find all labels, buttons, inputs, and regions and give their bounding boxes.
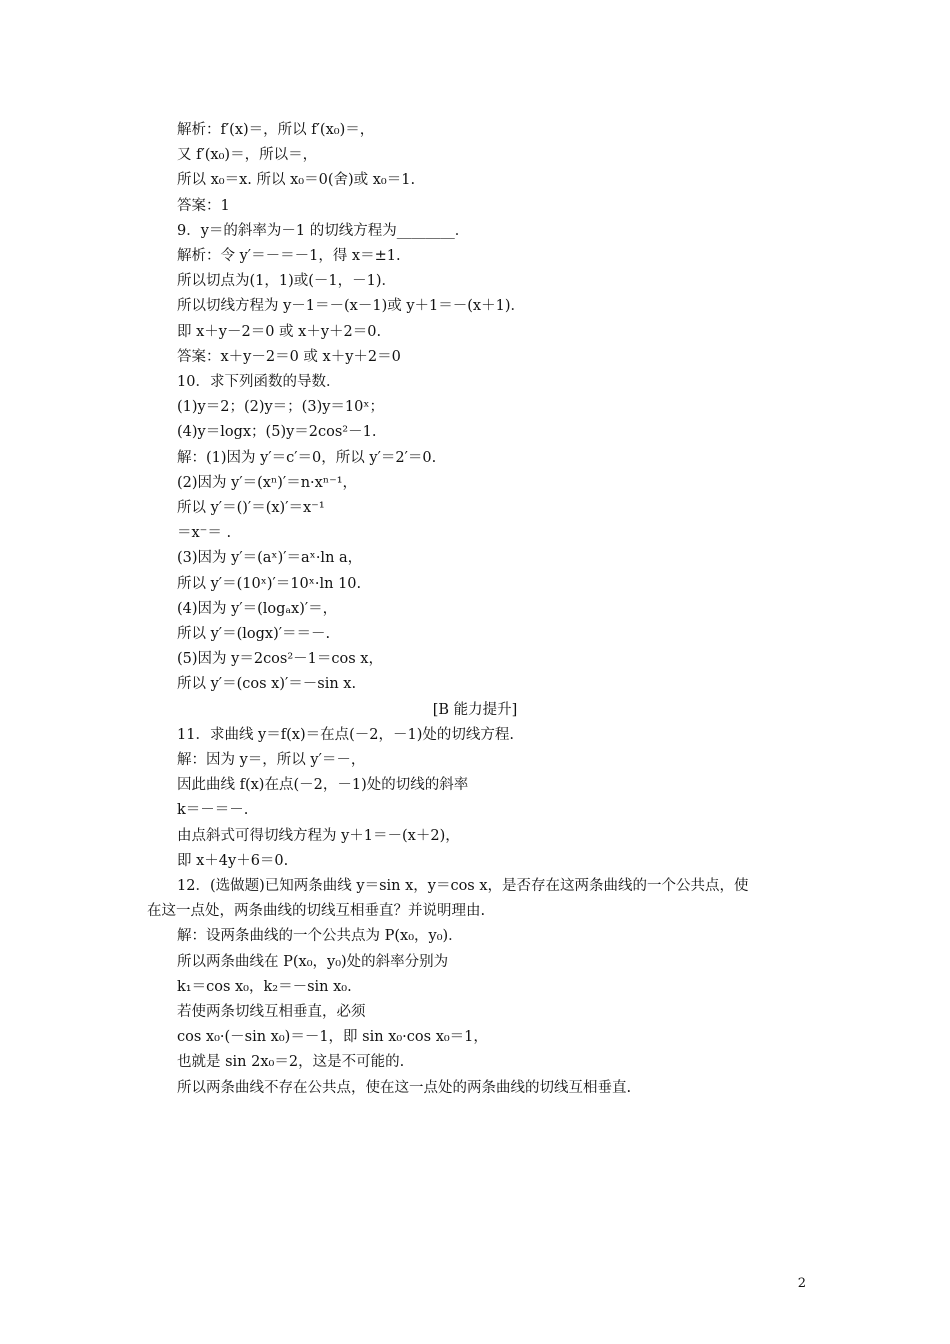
text-line: k＝－＝－.: [177, 802, 249, 819]
text-line: [B 能力提升]: [432, 701, 518, 718]
text-line: 因此曲线 f(x)在点(－2，－1)处的切线的斜率: [177, 777, 469, 794]
text-line: 也就是 sin 2x₀＝2，这是不可能的.: [177, 1054, 405, 1071]
text-line: 由点斜式可得切线方程为 y＋1＝－(x＋2)，: [177, 827, 460, 844]
text-line: ＝x⁻＝ .: [177, 525, 232, 542]
text-line: 即 x＋y－2＝0 或 x＋y＋2＝0.: [177, 323, 382, 340]
text-line: 答案：1: [177, 197, 230, 214]
text-line: 在这一点处，两条曲线的切线互相垂直？并说明理由.: [147, 903, 486, 920]
text-line: 10．求下列函数的导数．: [177, 374, 341, 390]
text-line: (2)因为 y′＝(xⁿ)′＝n·xⁿ⁻¹，: [177, 474, 358, 491]
text-line: 所以两条曲线在 P(x₀，y₀)处的斜率分别为: [177, 953, 449, 970]
text-line: 11．求曲线 y＝f(x)＝在点(－2，－1)处的切线方程.: [177, 726, 514, 743]
text-line: (5)因为 y＝2cos²－1＝cos x，: [177, 651, 383, 668]
text-line: 所以切线方程为 y－1＝－(x－1)或 y＋1＝－(x＋1)．: [177, 298, 525, 315]
text-line: 若使两条切线互相垂直，必须: [177, 1004, 366, 1020]
text-line: 所以 y′＝()′＝(x)′＝x⁻¹: [177, 500, 325, 516]
text-line: 解析：令 y′＝－＝－1，得 x＝±1.: [177, 248, 401, 264]
text-line: 解：设两条曲线的一个公共点为 P(x₀，y₀)．: [177, 928, 463, 945]
text-line: 所以切点为(1，1)或(－1，－1)．: [177, 273, 397, 290]
text-line: 12．(选做题)已知两条曲线 y＝sin x，y＝cos x，是否存在这两条曲线的一个公共点，使: [177, 878, 749, 894]
text-line: k₁＝cos x₀，k₂＝－sin x₀.: [177, 978, 352, 995]
text-line: 解析：f′(x)＝，所以 f′(x₀)＝，: [177, 122, 375, 138]
text-line: 解：(1)因为 y′＝c′＝0，所以 y′＝2′＝0.: [177, 449, 437, 466]
text-line: (1)y＝2；(2)y＝；(3)y＝10ˣ；: [177, 399, 385, 416]
text-line: 所以 y′＝(cos x)′＝－sin x.: [177, 676, 357, 693]
text-line: 又 f′(x₀)＝，所以＝，: [177, 147, 318, 164]
text-line: 所以 x₀＝x. 所以 x₀＝0(舍)或 x₀＝1.: [177, 172, 416, 189]
text-line: 答案：x＋y－2＝0 或 x＋y＋2＝0: [177, 348, 401, 365]
text-line: cos x₀·(－sin x₀)＝－1，即 sin x₀·cos x₀＝1，: [177, 1029, 488, 1046]
page-number: 2: [797, 1276, 806, 1291]
text-line: (3)因为 y′＝(aˣ)′＝aˣ·ln a，: [177, 550, 363, 567]
text-line: 所以两条曲线不存在公共点，使在这一点处的两条曲线的切线互相垂直.: [177, 1079, 632, 1096]
text-line: (4)y＝logx；(5)y＝2cos²－1.: [177, 424, 377, 441]
text-line: (4)因为 y′＝(logₐx)′＝，: [177, 600, 338, 617]
text-line: 所以 y′＝(logx)′＝＝－.: [177, 626, 331, 642]
text-line: 所以 y′＝(10ˣ)′＝10ˣ·ln 10.: [177, 575, 362, 592]
text-line: 即 x＋4y＋6＝0.: [177, 852, 289, 869]
text-line: 解：因为 y＝，所以 y′＝－，: [177, 752, 366, 768]
text-line: 9．y＝的斜率为－1 的切线方程为________．: [177, 222, 470, 239]
